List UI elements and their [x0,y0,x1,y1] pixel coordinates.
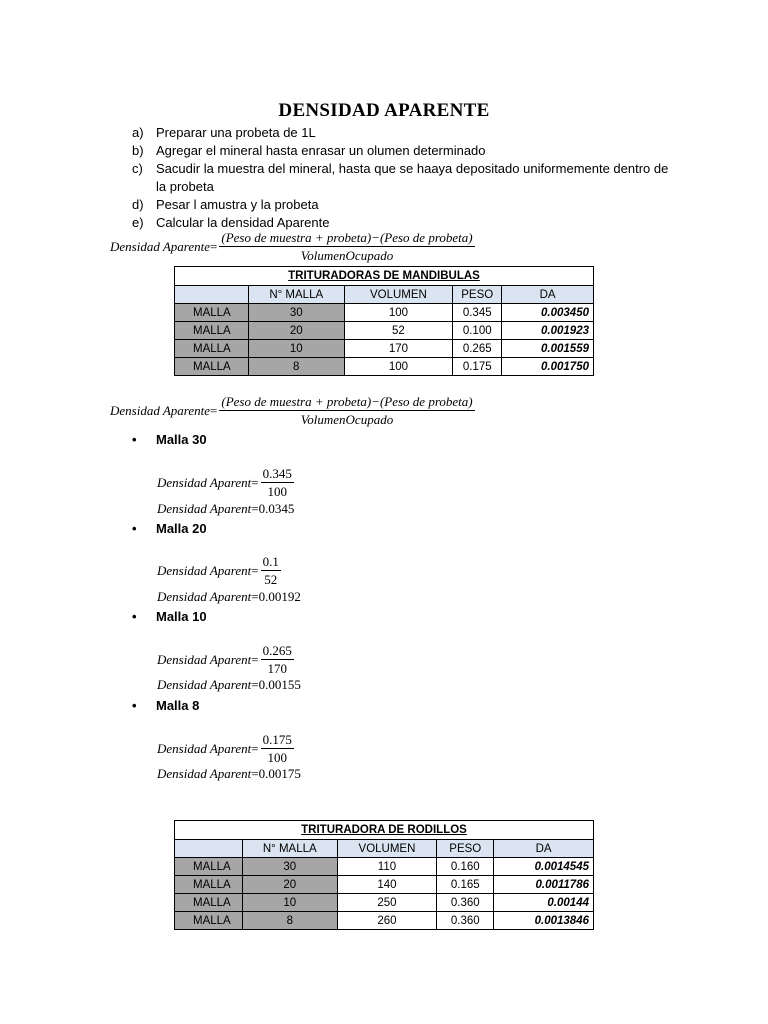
bullet-malla-20: • Malla 20 [132,521,207,536]
table-rodillos [174,820,594,930]
calc-result: Densidad Aparent = 0.00192 [157,589,301,604]
table-row: MALLA 8 260 0.360 0.0013846 [175,912,594,930]
table-row: MALLA 30 100 0.345 0.003450 [175,304,594,322]
formula-denominator: VolumenOcupado [300,412,394,427]
bullet-malla-10: • Malla 10 [132,609,207,624]
formula-lhs: Densidad Aparente [110,402,211,418]
formula-numerator: (Peso de muestra + probeta)−(Peso de probeta) [221,394,473,409]
bullet-icon: • [132,698,137,713]
list-item: b) Agregar el mineral hasta enrasar un olumen determinado [132,143,486,158]
table-row: MALLA 8 100 0.175 0.001750 [175,358,594,376]
bullet-malla-30: • Malla 30 [132,432,207,447]
calc-fraction: Densidad Aparent = $\frac{0.175}{100}$ [157,732,292,765]
list-item: e) Calcular la densidad Aparente [132,215,330,230]
table-mandibulas [174,266,594,376]
density-formula: Densidad Aparente = $\frac{\text{(Peso de muestra + probeta)−(Peso de probeta)}}{\text{VolumenOcupado}}$ [110,394,473,427]
formula-numerator: (Peso de muestra + probeta)−(Peso de probeta) [221,230,473,245]
table-row: MALLA 20 52 0.100 0.001923 [175,322,594,340]
table-row: MALLA 30 110 0.160 0.0014545 [175,858,594,876]
list-item: a) Preparar una probeta de 1L [132,125,316,140]
list-item: c) Sacudir la muestra del mineral, hasta que se haaya depositado uniformemente dentro de la probeta [132,161,669,194]
calc-result: Densidad Aparent = 0.00175 [157,766,301,781]
calc-fraction: Densidad Aparent = $\frac{0.265}{170}$ [157,643,292,676]
table-row: MALLA 10 250 0.360 0.00144 [175,894,594,912]
page-title: DENSIDAD APARENTE [278,100,490,121]
list-item: d) Pesar l amustra y la probeta [132,197,319,212]
bullet-icon: • [132,432,137,447]
procedure-list [132,124,672,232]
calc-result: Densidad Aparent = 0.0345 [157,501,295,516]
bullet-malla-8: • Malla 8 [132,698,200,713]
calc-fraction: Densidad Aparent = $\frac{0.1}{52}$ [157,554,279,587]
table-row: MALLA 20 140 0.165 0.0011786 [175,876,594,894]
table-header-row: N° MALLA VOLUMEN PESO DA [175,286,594,304]
table-caption: TRITURADORAS DE MANDIBULAS [175,267,594,286]
calc-fraction: Densidad Aparent = $\frac{0.345}{100}$ [157,466,292,499]
calc-result: Densidad Aparent = 0.00155 [157,677,301,692]
table-header-row: N° MALLA VOLUMEN PESO DA [175,840,594,858]
formula-lhs: Densidad Aparente [110,238,211,254]
formula-fraction [219,393,474,428]
formula-fraction [219,229,474,264]
table-caption: TRITURADORA DE RODILLOS [175,821,594,840]
density-formula: Densidad Aparente = $\frac{\text{(Peso de muestra + probeta)−(Peso de probeta)}}{\text{VolumenOcupado}}$ [110,230,473,263]
table-row: MALLA 10 170 0.265 0.001559 [175,340,594,358]
bullet-icon: • [132,521,137,536]
bullet-icon: • [132,609,137,624]
formula-denominator: VolumenOcupado [300,248,394,263]
